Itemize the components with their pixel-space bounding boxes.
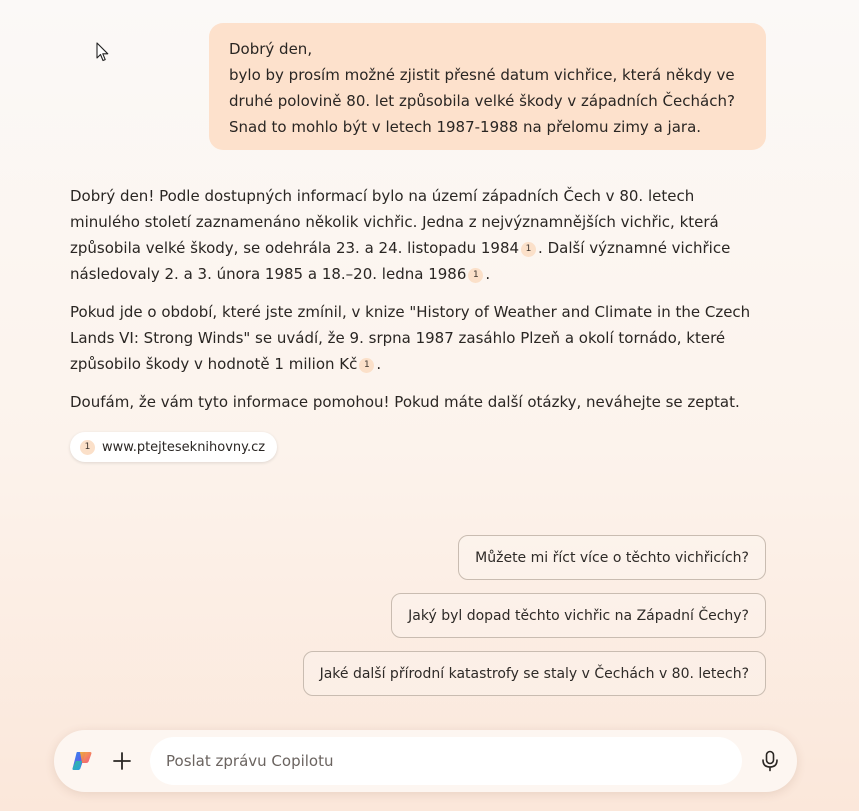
- copilot-logo-icon[interactable]: [70, 749, 94, 773]
- microphone-icon[interactable]: [758, 749, 782, 773]
- user-message-line: Dobrý den,: [229, 40, 313, 58]
- user-message-line: bylo by prosím možné zjistit přesné datum vichřice, která někdy ve: [229, 66, 735, 84]
- user-message-line: Snad to mohlo být v letech 1987-1988 na přelomu zimy a jara.: [229, 118, 702, 136]
- citation-badge[interactable]: 1: [521, 242, 536, 257]
- response-paragraph: Dobrý den! Podle dostupných informací bylo na území západních Čech v 80. letech minulého století zaznamenáno několik vichřic. Jedna z nejvýznamnějších vichřic, která způsobila velké škody, se odehrála 23. a 24. listopadu 1984 1 . Další významné vichřice následovaly 2. a 3. února 1985 a 18.–20. ledna 1986 1 .: [70, 187, 731, 283]
- message-input[interactable]: [150, 737, 742, 785]
- response-paragraph: Pokud jde o období, které jste zmínil, v knize "History of Weather and Climate in the Czech Lands VI: Strong Winds" se uvádí, že 9. srpna 1987 zasáhlo Plzeň a okolí tornádo, které způsobilo škody v hodnotě 1 milion Kč 1 .: [70, 303, 751, 373]
- message-composer: [54, 730, 797, 792]
- suggestion-button[interactable]: Můžete mi říct více o těchto vichřicích?: [458, 535, 766, 580]
- message-input-container: [150, 737, 742, 785]
- assistant-response: [70, 183, 770, 427]
- response-paragraph: Doufám, že vám tyto informace pomohou! Pokud máte další otázky, neváhejte se zeptat.: [70, 393, 740, 411]
- suggestion-button[interactable]: Jaké další přírodní katastrofy se staly v Čechách v 80. letech?: [303, 651, 766, 696]
- citation-badge[interactable]: 1: [359, 358, 374, 373]
- user-message-bubble: [209, 23, 766, 150]
- suggestion-button[interactable]: Jaký byl dopad těchto vichřic na Západní Čechy?: [391, 593, 766, 638]
- source-link-label: www.ptejteseknihovny.cz: [102, 439, 266, 455]
- source-link-chip[interactable]: [70, 432, 277, 462]
- plus-icon[interactable]: [111, 750, 133, 772]
- mouse-cursor-icon: [96, 42, 110, 62]
- citation-badge[interactable]: 1: [468, 268, 483, 283]
- source-number-badge: 1: [80, 440, 95, 455]
- user-message-line: druhé polovině 80. let způsobila velké škody v západních Čechách?: [229, 92, 735, 110]
